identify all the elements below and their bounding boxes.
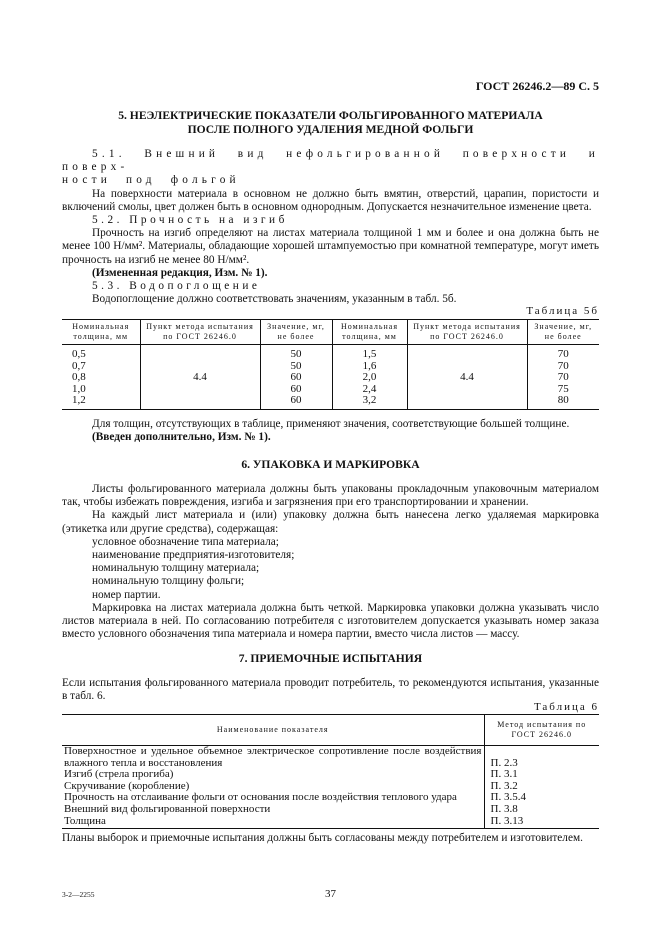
clause-5-1-body: На поверхности материала в основном не должно быть вмятин, отверстий, царапин, пористости и включений смолы, цвет должен быть в основном однородным. Допускается незначительное изменение цвета. [62, 187, 599, 213]
table-cell: 0,5 [72, 348, 86, 360]
list-item: условное обозначение типа материала; [92, 535, 279, 548]
table-cell: 50 [290, 348, 302, 360]
table-6-method: П. 3.13 [484, 816, 599, 829]
table-row [62, 746, 599, 770]
table-cell: 60 [290, 371, 302, 383]
table-cell: 1,6 [362, 359, 377, 372]
section7-title: 7. ПРИЕМОЧНЫЕ ИСПЫТАНИЯ [238, 652, 423, 665]
list-item: номинальную толщину фольги; [92, 575, 245, 588]
table-6-label: Таблица 6 [533, 701, 599, 713]
table-5b-left-thickness-cell [62, 345, 140, 410]
table-cell: 80 [557, 394, 569, 406]
table-cell: 2,4 [362, 382, 377, 395]
table-5b-right-method-cell: 4.4 [407, 345, 527, 410]
page-number: 37 [325, 888, 336, 900]
section5-title-line2: ПОСЛЕ ПОЛНОГО УДАЛЕНИЯ МЕДНОЙ ФОЛЬГИ [187, 122, 474, 136]
clause-5-2-body: Прочность на изгиб определяют на листах материала толщиной 1 мм и более и она должна быть не менее 100 Н/мм². Материалы, обладающие хорошей штампуемостью при комнатной температуре, могут иметь прочность на изгиб не менее 80 Н/мм². [62, 227, 599, 266]
table-row [62, 804, 599, 816]
table-row [62, 816, 599, 829]
table-6-method: П. 3.8 [484, 804, 599, 816]
table-cell: 1,0 [72, 382, 86, 395]
table-cell: 2,0 [362, 371, 377, 383]
table-5b-header: Номинальная толщина, мм [332, 320, 407, 345]
table-5b-data-row [62, 345, 599, 410]
table-5b-footnote [62, 418, 599, 444]
table-5b-header: Пункт метода испытания по ГОСТ 26246.0 [407, 320, 527, 345]
table-5b-header: Значение, мг, не более [527, 320, 599, 345]
clause-5-2-amendment-note: (Измененная редакция, Изм. № 1). [92, 266, 268, 279]
print-code: 3-2—2255 [62, 890, 95, 899]
table-5b-right-values-cell [527, 345, 599, 410]
table-6-indicator: Внешний вид фольгированной поверхности [64, 802, 271, 815]
section5-title-line1: 5. НЕЭЛЕКТРИЧЕСКИЕ ПОКАЗАТЕЛИ ФОЛЬГИРОВАННОГО МАТЕРИАЛА [118, 109, 543, 122]
table-cell: 60 [290, 394, 302, 406]
section6-paragraph-2: На каждый лист материала и (или) упаковку должна быть нанесена легко удаляемая маркировка (этикетка или другие средства), содержащая: [62, 509, 599, 535]
table-cell: 70 [557, 359, 569, 372]
table-cell: 0,7 [72, 359, 86, 372]
table-6-header-name: Наименование показателя [62, 715, 484, 746]
table-5b [62, 319, 599, 410]
table-5b-header-row [62, 320, 599, 345]
table-6-method: П. 3.1 [484, 769, 599, 781]
table-6-method: П. 3.5.4 [484, 792, 599, 804]
table-5b-left-values-cell [260, 345, 332, 410]
table-cell: 1,2 [72, 394, 86, 406]
section6-title: 6. УПАКОВКА И МАРКИРОВКА [241, 458, 420, 471]
table-6 [62, 714, 599, 829]
table-5b-right-thickness-cell [332, 345, 407, 410]
table-6-indicator: Изгиб (стрела прогиба) [64, 768, 174, 781]
table-cell: 75 [557, 382, 569, 395]
table-5b-left-method-cell: 4.4 [140, 345, 260, 410]
table-5b-header: Значение, мг, не более [260, 320, 332, 345]
table-6-indicator: Скручивание (коробление) [64, 779, 190, 792]
section7-closing: Планы выборок и приемочные испытания должны быть согласованы между потребителем и изготовителем. [62, 832, 583, 844]
table-5b-label: Таблица 5б [526, 305, 599, 317]
section6-paragraph-1: Листы фольгированного материала должны быть упакованы прокладочным упаковочным материалом так, чтобы избежать повреждения, изгиба и загрязнения при его транспортировании и хранении. [62, 483, 599, 509]
section6-body [62, 483, 599, 641]
table-6-header-method: Метод испытания по ГОСТ 26246.0 [484, 715, 599, 746]
table-cell: 60 [290, 382, 302, 395]
clause-5-1 [62, 148, 599, 306]
table-5b-header: Пункт метода испытания по ГОСТ 26246.0 [140, 320, 260, 345]
running-header: ГОСТ 26246.2—89 С. 5 [475, 79, 599, 93]
table-cell: 50 [290, 359, 302, 372]
list-item: номинальную толщину материала; [92, 562, 260, 575]
table-6-header-row [62, 715, 599, 746]
clause-5-1-title-line2: ности под фольгой [62, 174, 240, 187]
table-cell: 3,2 [362, 394, 377, 406]
table-6-indicator: Поверхностное и удельное объемное электрическое сопротивление после воздействия влажного тепла и восстановления [64, 745, 482, 769]
section7-intro: Если испытания фольгированного материала проводит потребитель, то рекомендуются испытания, указанные в табл. 6. [62, 677, 599, 703]
table-5b-header: Номинальная толщина, мм [62, 320, 140, 345]
clause-5-3-title: 5.3. Водопоглощение [92, 280, 261, 293]
table-6-indicator: Прочность на отслаивание фольги от основания после воздействия теплового удара [64, 791, 457, 804]
clause-5-1-title-line1: 5.1. Внешний вид нефольгированной поверхности и поверх- [62, 148, 599, 174]
table-cell: 1,5 [362, 348, 377, 360]
table-5b-note-text: Для толщин, отсутствующих в таблице, применяют значения, соответствующие большей толщине. [92, 418, 570, 430]
table-6-method: П. 3.2 [484, 781, 599, 793]
table-6-indicator: Толщина [62, 816, 484, 829]
list-item: номер партии. [92, 588, 161, 601]
clause-5-2-title: 5.2. Прочность на изгиб [92, 214, 288, 227]
table-cell: 70 [557, 348, 569, 360]
section6-paragraph-3: Маркировка на листах материала должна быть четкой. Маркировка упаковки должна указывать число листов материала в ней. По согласованию потребителя с изготовителем допускается указывать номер заказа вместо условного обозначения типа материала и номера партии, вместо числа листов — массу. [62, 601, 599, 641]
list-item: наименование предприятия-изготовителя; [92, 549, 295, 562]
table-6-method: П. 2.3 [484, 746, 599, 770]
table-5b-amendment-note: (Введен дополнительно, Изм. № 1). [92, 431, 271, 444]
section5-title [62, 109, 599, 136]
table-cell: 70 [557, 371, 569, 383]
clause-5-3-body: Водопоглощение должно соответствовать значениям, указанным в табл. 5б. [92, 293, 457, 306]
table-cell: 0,8 [72, 371, 86, 383]
